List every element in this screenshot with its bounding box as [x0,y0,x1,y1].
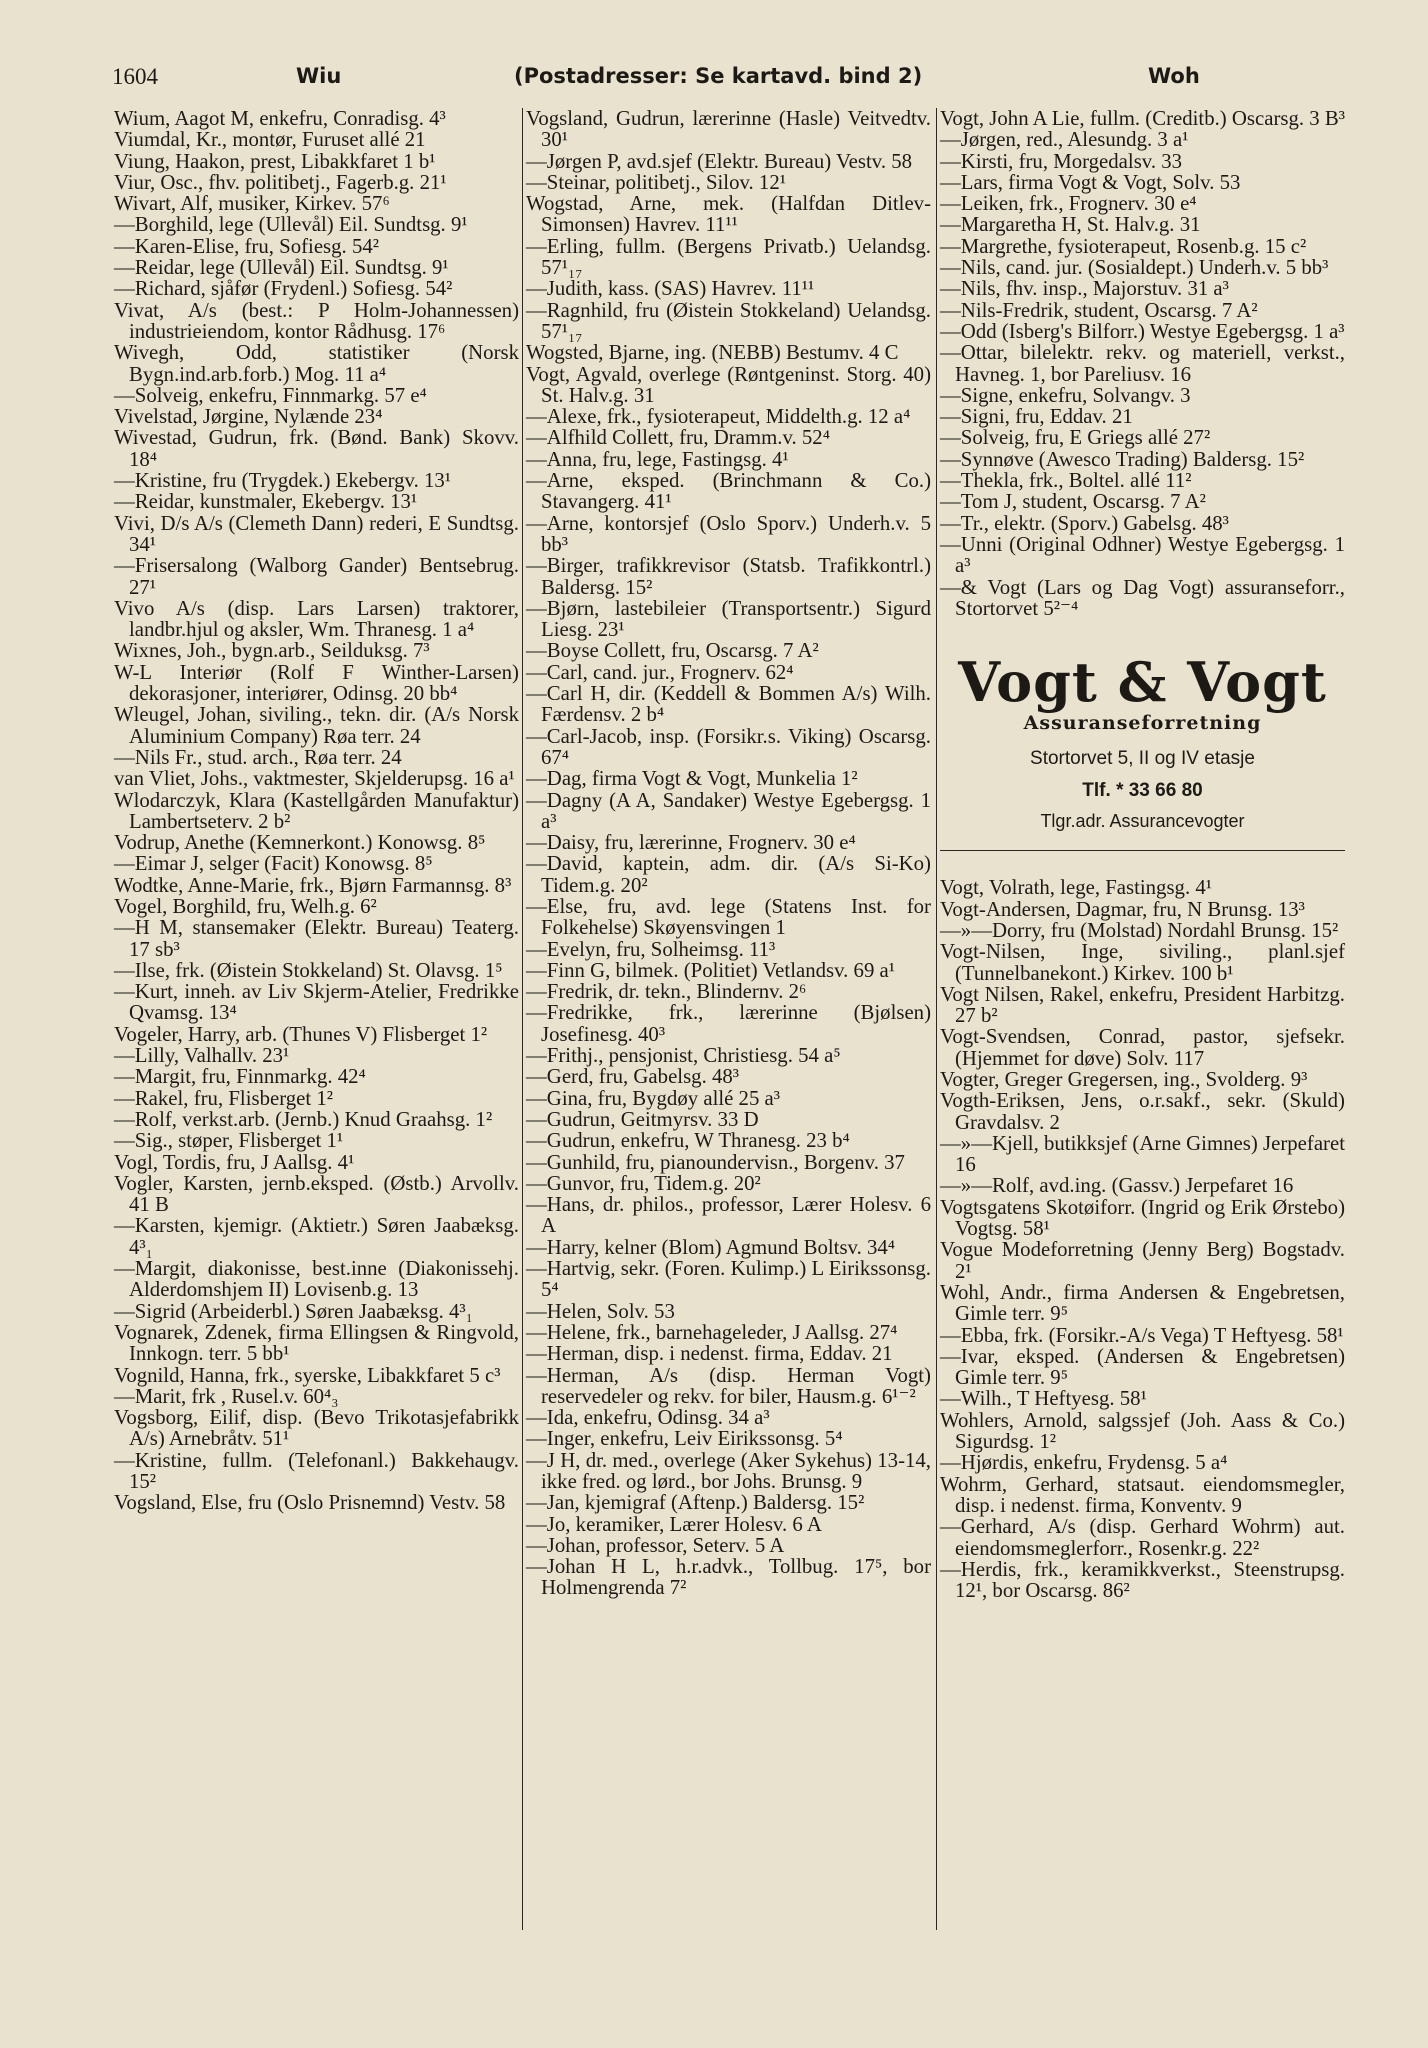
directory-entry: —Solveig, enkefru, Finnmarkg. 57 e⁴ [114,383,427,407]
header-center: (Postadresser: Se kartavd. bind 2) [514,64,923,88]
directory-entry: —Thekla, frk., Boltel. allé 11² [940,469,1192,493]
directory-entry: —Judith, kass. (SAS) Havrev. 11¹¹ [526,277,815,301]
directory-entry: —Reidar, lege (Ullevål) Eil. Sundtsg. 9¹ [114,256,449,280]
directory-entry: —Gerd, fru, Gabelsg. 48³ [526,1065,739,1089]
directory-entry: Vogt, John A Lie, fullm. (Creditb.) Oscarsg. 3 B³ [940,107,1346,130]
directory-entry: —Sig., støper, Flisberget 1¹ [114,1129,344,1153]
directory-entry: Vivo A/s (disp. Lars Larsen) traktorer, landbr.hjul og aksler, Wm. Thranesg. 1 a⁴ [114,596,519,642]
column-1 [114,108,519,1514]
directory-entry: —Helene, frk., barnehageleder, J Aallsg. 27⁴ [526,1320,898,1344]
directory-entry: —Erling, fullm. (Bergens Privatb.) Uelandsg. 57¹₁₇ [526,234,931,280]
directory-entry: —Jørgen, red., Alesundg. 3 a¹ [940,128,1189,152]
column-divider [522,108,523,1930]
directory-entry: —Margaretha H, St. Halv.g. 31 [940,213,1201,237]
directory-entry: —Gina, fru, Bygdøy allé 25 a³ [526,1086,781,1110]
directory-entry: Vognild, Hanna, frk., syerske, Libakkfaret 5 c³ [114,1363,501,1387]
directory-entry: —Lilly, Valhallv. 23¹ [114,1044,290,1068]
advertisement [940,647,1345,851]
directory-entry: van Vliet, Johs., vaktmester, Skjelderupsg. 16 a¹ [114,767,515,791]
directory-entry: Wohl, Andr., firma Andersen & Engebretsen, Gimle terr. 9⁵ [940,1280,1345,1326]
directory-entry: —Jo, keramiker, Lærer Holesv. 6 A [526,1512,822,1536]
directory-entry: —Kristine, fullm. (Telefonanl.) Bakkehaugv. 15² [114,1448,519,1493]
directory-entry: Vogt, Agvald, overlege (Røntgeninst. Storg. 40) St. Halv.g. 31 [526,362,931,407]
directory-entry: Wleugel, Johan, siviling., tekn. dir. (A/s Norsk Aluminium Company) Røa terr. 24 [114,703,519,748]
directory-entry: —Ottar, bilelektr. rekv. og materiell, verkst., Havneg. 1, bor Pareliusv. 16 [940,341,1345,386]
directory-entry: —Ilse, frk. (Øistein Stokkeland) St. Olavsg. 1⁵ [114,958,503,982]
column-3 [940,108,1345,1601]
directory-entry: —David, kaptein, adm. dir. (A/s Si-Ko) Tidem.g. 20² [526,852,931,897]
directory-entry: —Margit, diakonisse, best.inne (Diakonissehj. Alderdomshjem II) Lovisenb.g. 13 [114,1257,519,1302]
directory-entry: Vivi, D/s A/s (Clemeth Dann) rederi, E Sundtsg. 34¹ [114,511,519,556]
directory-entry: —Herman, disp. i nedenst. firma, Eddav. 21 [526,1342,893,1366]
directory-entry: —Sigrid (Arbeiderbl.) Søren Jaabæksg. 4³₁ [114,1299,473,1323]
directory-entry: —Synnøve (Awesco Trading) Baldersg. 15² [940,447,1305,471]
column-divider [936,108,937,1930]
directory-entry: —Tom J, student, Oscarsg. 7 A² [940,490,1206,514]
directory-entry: Vogt-Nilsen, Inge, siviling., planl.sjef (Tunnelbanekont.) Kirkev. 100 b¹ [940,940,1345,985]
directory-entry: —Jørgen P, avd.sjef (Elektr. Bureau) Vestv. 58 [526,149,913,173]
directory-entry: Vogt-Svendsen, Conrad, pastor, sjefsekr. (Hjemmet for døve) Solv. 117 [940,1025,1345,1070]
directory-entry: —Johan, professor, Seterv. 5 A [526,1533,785,1557]
page-header [112,64,1312,98]
directory-entry: —Frisersalong (Walborg Gander) Bentsebrug. 27¹ [114,554,519,599]
directory-entry: Vivat, A/s (best.: P Holm-Johannessen) industrieiendom, kontor Rådhusg. 17⁶ [114,298,519,343]
directory-entry: —Nils-Fredrik, student, Oscarsg. 7 A² [940,298,1258,322]
directory-entry: Wogstad, Arne, mek. (Halfdan Ditlev-Simonsen) Havrev. 11¹¹ [526,192,931,237]
directory-entry: Wixnes, Joh., bygn.arb., Seilduksg. 7³ [114,639,430,663]
ad-address: Stortorvet 5, II og IV etasje [1030,748,1255,770]
directory-entry: —Hjørdis, enkefru, Frydensg. 5 a⁴ [940,1451,1228,1475]
directory-entry: Wohlers, Arnold, salgssjef (Joh. Aass & Co.) Sigurdsg. 1² [940,1408,1345,1454]
column-3-bottom [940,877,1345,1601]
directory-entry: —Borghild, lege (Ullevål) Eil. Sundtsg. 9¹ [114,213,468,237]
directory-entry: —Evelyn, fru, Solheimsg. 11³ [526,937,776,961]
directory-entry: Wogsted, Bjarne, ing. (NEBB) Bestumv. 4 C [526,341,899,365]
directory-entry: —»—Dorry, fru (Molstad) Nordahl Brunsg. 15² [940,918,1339,942]
directory-entry: —Gunvor, fru, Tidem.g. 20² [526,1171,761,1195]
directory-entry: Wivart, Alf, musiker, Kirkev. 57⁶ [114,192,390,216]
directory-entry: —»—Rolf, avd.ing. (Gassv.) Jerpefaret 16 [940,1174,1294,1198]
directory-entry: —Nils Fr., stud. arch., Røa terr. 24 [114,745,402,769]
directory-entry: —Carl, cand. jur., Frognerv. 62⁴ [526,660,794,684]
directory-entry: —Eimar J, selger (Facit) Konowsg. 8⁵ [114,852,433,876]
directory-entry: —Herdis, frk., keramikkverkst., Steenstrupsg. 12¹, bor Oscarsg. 86² [940,1557,1345,1603]
directory-entry: —Karen-Elise, fru, Sofiesg. 54² [114,234,379,258]
directory-entry: Vogsborg, Eilif, disp. (Bevo Trikotasjefabrikk A/s) Arnebråtv. 51¹ [114,1406,519,1451]
header-left-word: Wiu [296,64,342,88]
directory-entry: —Johan H L, h.r.advk., Tollbug. 17⁵, bor Holmengrenda 7² [526,1555,931,1600]
directory-entry: —Rakel, fru, Flisberget 1² [114,1086,333,1110]
directory-entry: Vogue Modeforretning (Jenny Berg) Bogstadv. 2¹ [940,1238,1345,1283]
directory-entry: Vogsland, Else, fru (Oslo Prisnemnd) Vestv. 58 [114,1491,506,1515]
directory-entry: W-L Interiør (Rolf F Winther-Larsen) dekorasjoner, interiører, Odinsg. 20 bb⁴ [114,660,519,706]
directory-entry: —Tr., elektr. (Sporv.) Gabelsg. 48³ [940,511,1229,535]
directory-entry: —Gudrun, Geitmyrsv. 33 D [526,1107,759,1131]
directory-entry: —Frithj., pensjonist, Christiesg. 54 a⁵ [526,1044,841,1068]
directory-entry: —H M, stansemaker (Elektr. Bureau) Teaterg. 17 sb³ [114,916,519,961]
directory-entry: —Alfhild Collett, fru, Dramm.v. 52⁴ [526,426,830,450]
directory-entry: Vognarek, Zdenek, firma Ellingsen & Ringvold, Innkogn. terr. 5 bb¹ [114,1320,519,1366]
directory-entry: —Hartvig, sekr. (Foren. Kulimp.) L Eirikssonsg. 5⁴ [526,1257,931,1302]
ad-subtitle: Assuranseforretning [1023,712,1262,735]
directory-entry: —Kirsti, fru, Morgedalsv. 33 [940,149,1183,173]
ad-phone: Tlf. * 33 66 80 [1082,779,1203,801]
directory-entry: —Harry, kelner (Blom) Agmund Boltsv. 34⁴ [526,1235,896,1259]
directory-entry: —Fredrik, dr. tekn., Blindernv. 2⁶ [526,980,807,1004]
directory-entry: Wodtke, Anne-Marie, frk., Bjørn Farmannsg. 8³ [114,873,512,897]
directory-entry: —Gudrun, enkefru, W Thranesg. 23 b⁴ [526,1129,850,1153]
directory-entry: —»—Kjell, butikksjef (Arne Gimnes) Jerpefaret 16 [940,1131,1345,1177]
directory-entry: —Signe, enkefru, Solvangv. 3 [940,383,1191,407]
directory-entry: Vogel, Borghild, fru, Welh.g. 6² [114,894,377,918]
directory-entry: Viung, Haakon, prest, Libakkfaret 1 b¹ [114,149,436,173]
directory-entry: —Gerhard, A/s (disp. Gerhard Wohrm) aut. eiendomsmeglerforr., Rosenkr.g. 22² [940,1515,1345,1560]
directory-entry: —Leiken, frk., Frognerv. 30 e⁴ [940,192,1197,216]
column-3-top [940,108,1345,619]
directory-entry: —Arne, kontorsjef (Oslo Sporv.) Underh.v. 5 bb³ [526,511,931,556]
directory-entry: —Dag, firma Vogt & Vogt, Munkelia 1² [526,767,858,791]
directory-entry: —Margrethe, fysioterapeut, Rosenb.g. 15 c² [940,234,1307,258]
directory-entry: —Karsten, kjemigr. (Aktietr.) Søren Jaabæksg. 4³₁ [114,1214,519,1259]
directory-entry: —Solveig, fru, E Griegs allé 27² [940,426,1211,450]
directory-entry: —Dagny (A A, Sandaker) Westye Egebergsg. 1 a³ [526,788,931,833]
directory-entry: Vogeler, Harry, arb. (Thunes V) Flisberget 1² [114,1022,488,1046]
directory-entry: Vogt Nilsen, Rakel, enkefru, President Harbitzg. 27 b² [940,982,1345,1028]
directory-entry: —Anna, fru, lege, Fastingsg. 4¹ [526,447,789,471]
directory-entry: —Ivar, eksped. (Andersen & Engebretsen) Gimle terr. 9⁵ [940,1344,1345,1390]
directory-entry: —Alexe, frk., fysioterapeut, Middelth.g. 12 a⁴ [526,405,911,429]
directory-entry: —Ida, enkefru, Odinsg. 34 a³ [526,1406,770,1430]
directory-entry: —Herman, A/s (disp. Herman Vogt) reservedeler og rekv. for biler, Hausm.g. 6¹⁻² [526,1363,931,1408]
directory-entry: Vivelstad, Jørgine, Nylænde 23⁴ [114,405,383,429]
directory-entry: Vogt-Andersen, Dagmar, fru, N Brunsg. 13³ [940,897,1305,921]
directory-entry: —Daisy, fru, lærerinne, Frognerv. 30 e⁴ [526,831,856,855]
directory-entry: —Steinar, politibetj., Silov. 12¹ [526,170,786,194]
directory-entry: Vogter, Greger Gregersen, ing., Svolderg. 9³ [940,1067,1308,1091]
directory-entry: Vogth-Eriksen, Jens, o.r.sakf., sekr. (Skuld) Gravdalsv. 2 [940,1089,1345,1134]
directory-entry: —Jan, kjemigraf (Aftenp.) Baldersg. 15² [526,1491,865,1515]
directory-entry: —Margit, fru, Finnmarkg. 42⁴ [114,1065,366,1089]
directory-entry: Vogtsgatens Skotøiforr. (Ingrid og Erik Ørstebo) Vogtsg. 58¹ [940,1195,1345,1241]
directory-entry: —Inger, enkefru, Leiv Eirikssonsg. 5⁴ [526,1427,843,1451]
directory-entry: Wium, Aagot M, enkefru, Conradisg. 4³ [114,107,446,130]
directory-entry: —Nils, cand. jur. (Sosialdept.) Underh.v. 5 bb³ [940,256,1329,280]
directory-entry: Vogl, Tordis, fru, J Aallsg. 4¹ [114,1150,355,1174]
directory-entry: Vodrup, Anethe (Kemnerkont.) Konowsg. 8⁵ [114,831,486,855]
directory-entry: —Kurt, inneh. av Liv Skjerm-Atelier, Fredrikke Qvamsg. 13⁴ [114,980,519,1025]
directory-entry: —Helen, Solv. 53 [526,1299,675,1323]
directory-entry: —Marit, frk , Rusel.v. 60⁴₃ [114,1384,339,1408]
directory-entry: —Lars, firma Vogt & Vogt, Solv. 53 [940,170,1241,194]
directory-entry: —Wilh., T Heftyesg. 58¹ [940,1387,1147,1411]
directory-entry: —Odd (Isberg's Bilforr.) Westye Egebergsg. 1 a³ [940,319,1345,343]
directory-entry: —Birger, trafikkrevisor (Statsb. Trafikkontrl.) Baldersg. 15² [526,554,931,599]
directory-entry: —Else, fru, avd. lege (Statens Inst. for Folkehelse) Skøyensvingen 1 [526,894,931,940]
page-number: 1604 [112,64,158,89]
directory-entry: Vogler, Karsten, jernb.eksped. (Østb.) Arvollv. 41 B [114,1171,519,1217]
directory-entry: Wohrm, Gerhard, statsaut. eiendomsmegler, disp. i nedenst. firma, Konventv. 9 [940,1472,1345,1517]
directory-entry: —Fredrikke, frk., lærerinne (Bjølsen) Josefinesg. 40³ [526,1001,931,1046]
directory-entry: —Reidar, kunstmaler, Ekebergv. 13¹ [114,490,418,514]
directory-entry: —Hans, dr. philos., professor, Lærer Holesv. 6 A [526,1193,931,1238]
directory-entry: Vogsland, Gudrun, lærerinne (Hasle) Veitvedtv. 30¹ [526,107,931,152]
directory-entry: —Carl-Jacob, insp. (Forsikr.s. Viking) Oscarsg. 67⁴ [526,724,931,769]
directory-entry: —Nils, fhv. insp., Majorstuv. 31 a³ [940,277,1229,301]
directory-entry: Wivestad, Gudrun, frk. (Bønd. Bank) Skovv. 18⁴ [114,426,519,471]
directory-entry: Viumdal, Kr., montør, Furuset allé 21 [114,128,426,152]
header-right-word: Woh [1148,64,1200,88]
directory-entry: Vogt, Volrath, lege, Fastingsg. 4¹ [940,876,1212,900]
ad-telegram: Tlgr.adr. Assurancevogter [1040,811,1245,832]
directory-entry: —Ebba, frk. (Forsikr.-A/s Vega) T Heftyesg. 58¹ [940,1323,1344,1347]
ad-logo: Vogt & Vogt [958,650,1327,715]
directory-entry: —Ragnhild, fru (Øistein Stokkeland) Uelandsg. 57¹₁₇ [526,298,931,343]
directory-entry: —Gunhild, fru, pianoundervisn., Borgenv. 37 [526,1150,905,1174]
column-2 [526,108,931,1599]
directory-entry: —J H, dr. med., overlege (Aker Sykehus) 13-14, ikke fred. og lørd., bor Johs. Brunsg. 9 [526,1448,931,1493]
directory-entry: —Bjørn, lastebileier (Transportsentr.) Sigurd Liesg. 23¹ [526,596,931,642]
directory-entry: Wivegh, Odd, statistiker (Norsk Bygn.ind.arb.forb.) Mog. 11 a⁴ [114,341,519,386]
directory-entry: —Unni (Original Odhner) Westye Egebergsg. 1 a³ [940,532,1345,578]
directory-entry: —Finn G, bilmek. (Politiet) Vetlandsv. 69 a¹ [526,958,896,982]
directory-entry: Wlodarczyk, Klara (Kastellgården Manufaktur) Lambertseterv. 2 b² [114,788,519,833]
directory-entry: Viur, Osc., fhv. politibetj., Fagerb.g. 21¹ [114,170,447,194]
directory-entry: —Carl H, dir. (Keddell & Bommen A/s) Wilh. Færdensv. 2 b⁴ [526,682,931,727]
directory-entry: —Boyse Collett, fru, Oscarsg. 7 A² [526,639,819,663]
directory-entry: —& Vogt (Lars og Dag Vogt) assuranseforr., Stortorvet 5²⁻⁴ [940,575,1345,620]
directory-entry: —Richard, sjåfør (Frydenl.) Sofiesg. 54² [114,277,453,301]
directory-entry: —Signi, fru, Eddav. 21 [940,405,1133,429]
directory-entry: —Kristine, fru (Trygdek.) Ekebergv. 13¹ [114,469,452,493]
directory-entry: —Arne, eksped. (Brinchmann & Co.) Stavangerg. 41¹ [526,469,931,514]
directory-entry: —Rolf, verkst.arb. (Jernb.) Knud Graahsg. 1² [114,1107,493,1131]
